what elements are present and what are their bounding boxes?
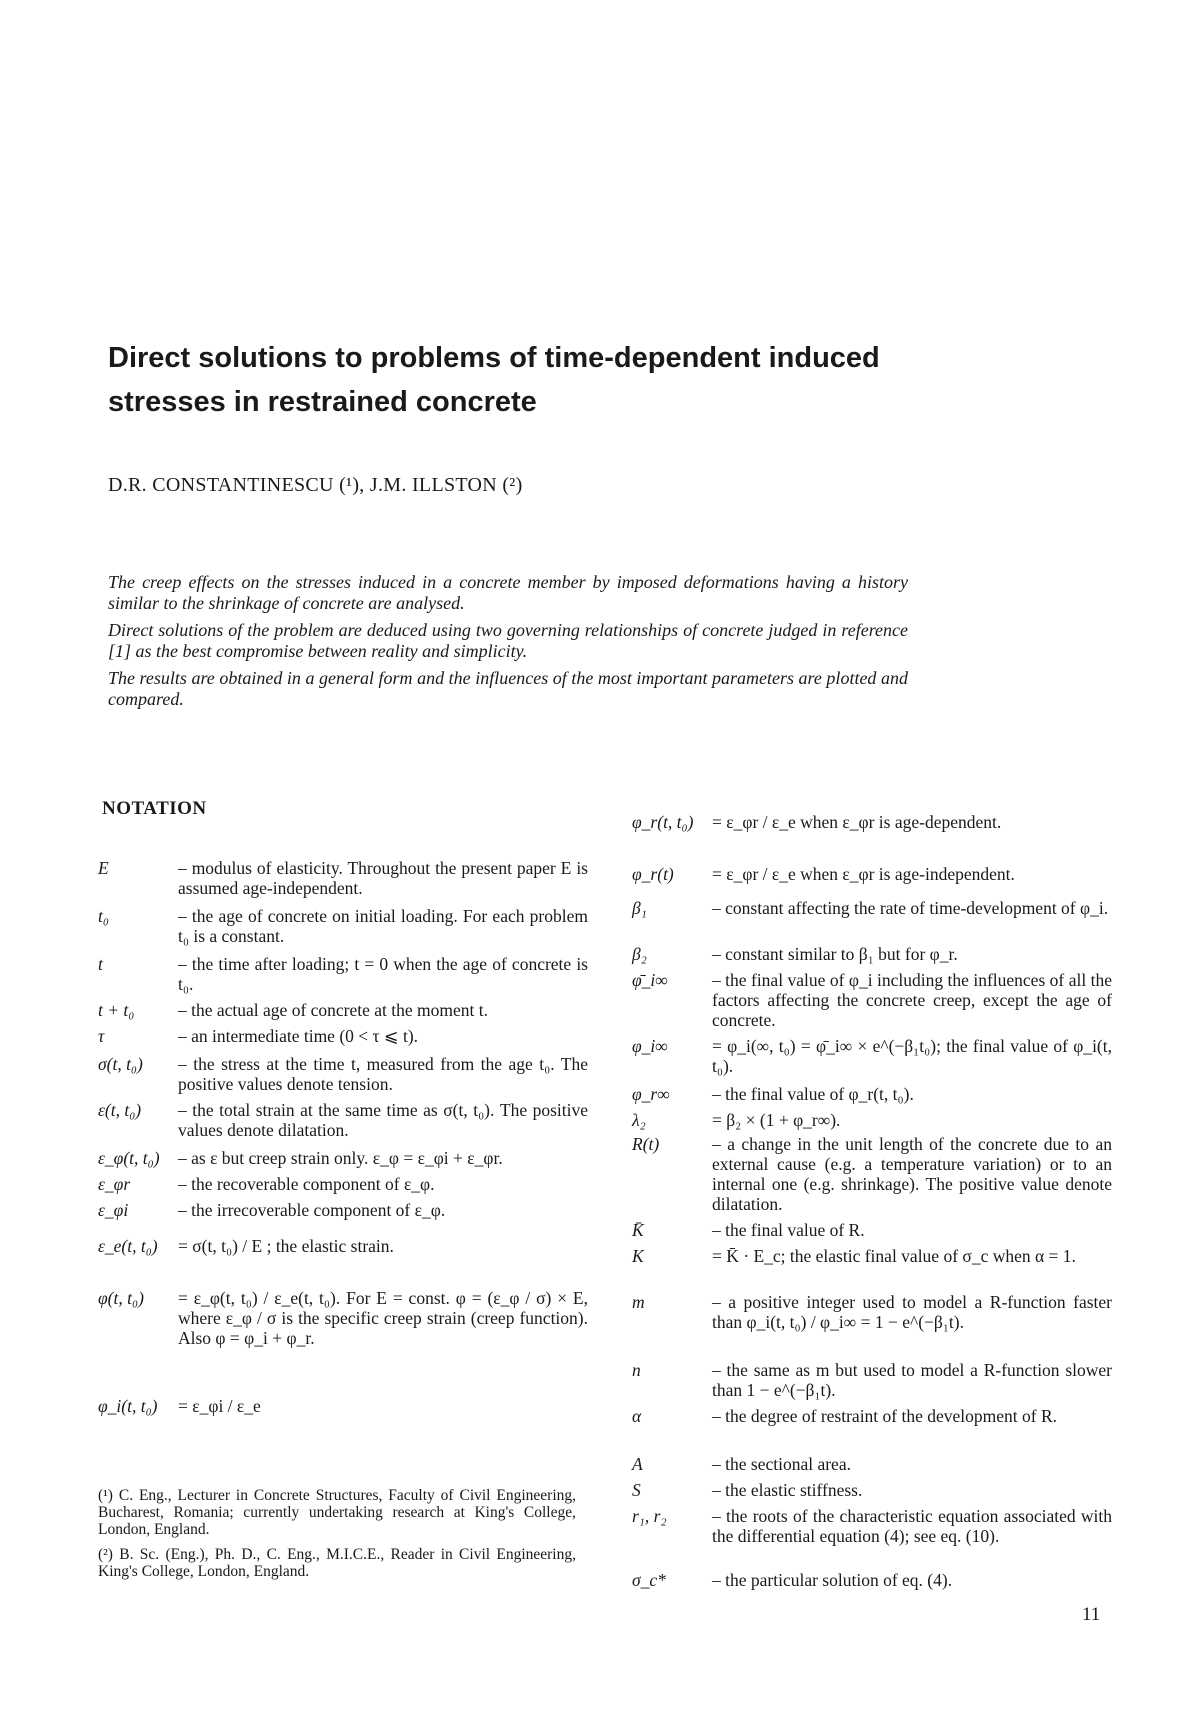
- notation-text: – the roots of the characteristic equation associated with the differential equation (4); see eq. (10).: [712, 1506, 1112, 1546]
- notation-text: – constant similar to β₁ but for φ_r.: [712, 944, 958, 964]
- notation-symbol: K̄: [632, 1220, 644, 1240]
- notation-symbol: α: [632, 1406, 642, 1426]
- notation-symbol: t₀: [98, 906, 109, 926]
- notation-text: – the degree of restraint of the development of R.: [712, 1406, 1058, 1426]
- notation-symbol: m: [632, 1292, 645, 1312]
- notation-symbol: K: [632, 1246, 644, 1266]
- notation-text: – a change in the unit length of the concrete due to an external cause (e.g. a temperature variation) or to an internal one (e.g. shrinkage). The positive value denote dilatation.: [712, 1134, 1112, 1214]
- notation-text: = ε_φ(t, t₀) / ε_e(t, t₀). For E = const. φ = (ε_φ / σ) × E, where ε_φ / σ is the specific creep strain (creep function). Also φ = φ_i + φ_r.: [178, 1288, 588, 1348]
- notation-text: – the final value of R.: [712, 1220, 865, 1240]
- notation-text: – the final value of φ_r(t, t₀).: [712, 1084, 914, 1104]
- notation-text: = φ_i(∞, t₀) = φ̄_i∞ × e^(−β₁t₀); the final value of φ_i(t, t₀).: [712, 1036, 1112, 1076]
- notation-symbol: A: [632, 1454, 643, 1474]
- notation-text: – the time after loading; t = 0 when the age of concrete is t₀.: [178, 954, 588, 994]
- notation-symbol: β₂: [632, 944, 647, 964]
- notation-text: – the same as m but used to model a R-function slower than 1 − e^(−β₁t).: [712, 1360, 1112, 1400]
- notation-symbol: φ_i(t, t₀): [98, 1396, 158, 1416]
- notation-symbol: S: [632, 1480, 641, 1500]
- abstract-paragraph: The results are obtained in a general form and the influences of the most important parameters are plotted and compared.: [108, 668, 908, 709]
- notation-symbol: r₁, r₂: [632, 1506, 667, 1526]
- notation-text: – the age of concrete on initial loading. For each problem t₀ is a constant.: [178, 906, 588, 946]
- footnotes: [98, 1487, 576, 1588]
- paper-title: Direct solutions to problems of time-dependent induced stresses in restrained concrete: [108, 342, 880, 418]
- notation-text: – as ε but creep strain only. ε_φ = ε_φi + ε_φr.: [178, 1148, 503, 1168]
- notation-symbol: ε_φi: [98, 1200, 129, 1220]
- notation-symbol: σ_c*: [632, 1570, 666, 1590]
- notation-text: – the stress at the time t, measured from the age t₀. The positive values denote tension.: [178, 1054, 588, 1094]
- notation-text: – the sectional area.: [712, 1454, 851, 1474]
- authors: D.R. CONSTANTINESCU (¹), J.M. ILLSTON (²): [108, 474, 523, 496]
- notation-symbol: β₁: [632, 898, 647, 918]
- notation-symbol: σ(t, t₀): [98, 1054, 143, 1074]
- notation-text: – the recoverable component of ε_φ.: [178, 1174, 435, 1194]
- notation-symbol: ε(t, t₀): [98, 1100, 142, 1120]
- notation-text: = ε_φr / ε_e when ε_φr is age-dependent.: [712, 812, 1002, 832]
- notation-symbol: φ_r(t): [632, 864, 674, 884]
- notation-text: – the actual age of concrete at the moment t.: [178, 1000, 489, 1020]
- notation-heading: NOTATION: [102, 798, 207, 819]
- notation-symbol: t: [98, 954, 103, 974]
- notation-symbol: φ_r∞: [632, 1084, 670, 1104]
- notation-symbol: λ₂: [632, 1110, 646, 1130]
- notation-symbol: φ_i∞: [632, 1036, 668, 1056]
- notation-symbol: n: [632, 1360, 641, 1380]
- notation-text: – an intermediate time (0 < τ ⩽ t).: [178, 1026, 419, 1046]
- notation-text: = β₂ × (1 + φ_r∞).: [712, 1110, 841, 1130]
- notation-symbol: τ: [98, 1026, 105, 1046]
- notation-symbol: φ(t, t₀): [98, 1288, 144, 1308]
- notation-text: – the final value of φ_i including the influences of all the factors affecting the concrete creep, except the age of concrete.: [712, 970, 1112, 1030]
- notation-symbol: ε_e(t, t₀): [98, 1236, 158, 1256]
- notation-text: = K̄ · E_c; the elastic final value of σ_c when α = 1.: [712, 1246, 1076, 1266]
- notation-symbol: φ_r(t, t₀): [632, 812, 694, 832]
- page-number: 11: [1082, 1604, 1101, 1625]
- notation-text: = ε_φr / ε_e when ε_φr is age-independent.: [712, 864, 1015, 884]
- notation-text: – the elastic stiffness.: [712, 1480, 863, 1500]
- notation-text: – the total strain at the same time as σ(t, t₀). The positive values denote dilatation.: [178, 1100, 588, 1140]
- notation-text: – a positive integer used to model a R-function faster than φ_i(t, t₀) / φ_i∞ = 1 − e^(−β₁t).: [712, 1292, 1112, 1332]
- footnote: (¹) C. Eng., Lecturer in Concrete Structures, Faculty of Civil Engineering, Bucharest, Romania; currently undertaking research at King's College, London, England.: [98, 1487, 576, 1538]
- notation-symbol: ε_φ(t, t₀): [98, 1148, 160, 1168]
- notation-text: – the irrecoverable component of ε_φ.: [178, 1200, 446, 1220]
- notation-symbol: R(t): [632, 1134, 660, 1154]
- notation-text: = σ(t, t₀) / E ; the elastic strain.: [178, 1236, 394, 1256]
- abstract-paragraph: Direct solutions of the problem are deduced using two governing relationships of concrete judged in reference [1] as the best compromise between reality and simplicity.: [108, 620, 908, 661]
- abstract: [108, 572, 908, 716]
- notation-text: – the particular solution of eq. (4).: [712, 1570, 953, 1590]
- abstract-paragraph: The creep effects on the stresses induced in a concrete member by imposed deformations having a history similar to the shrinkage of concrete are analysed.: [108, 572, 908, 613]
- footnote: (²) B. Sc. (Eng.), Ph. D., C. Eng., M.I.C.E., Reader in Civil Engineering, King's College, London, England.: [98, 1546, 576, 1580]
- notation-symbol: t + t₀: [98, 1000, 135, 1020]
- notation-text: – modulus of elasticity. Throughout the present paper E is assumed age-independent.: [178, 858, 588, 898]
- notation-text: = ε_φi / ε_e: [178, 1396, 261, 1416]
- notation-symbol: ε_φr: [98, 1174, 131, 1194]
- notation-symbol: φ̄_i∞: [632, 970, 668, 990]
- notation-symbol: E: [98, 858, 109, 878]
- notation-text: – constant affecting the rate of time-development of φ_i.: [712, 898, 1109, 918]
